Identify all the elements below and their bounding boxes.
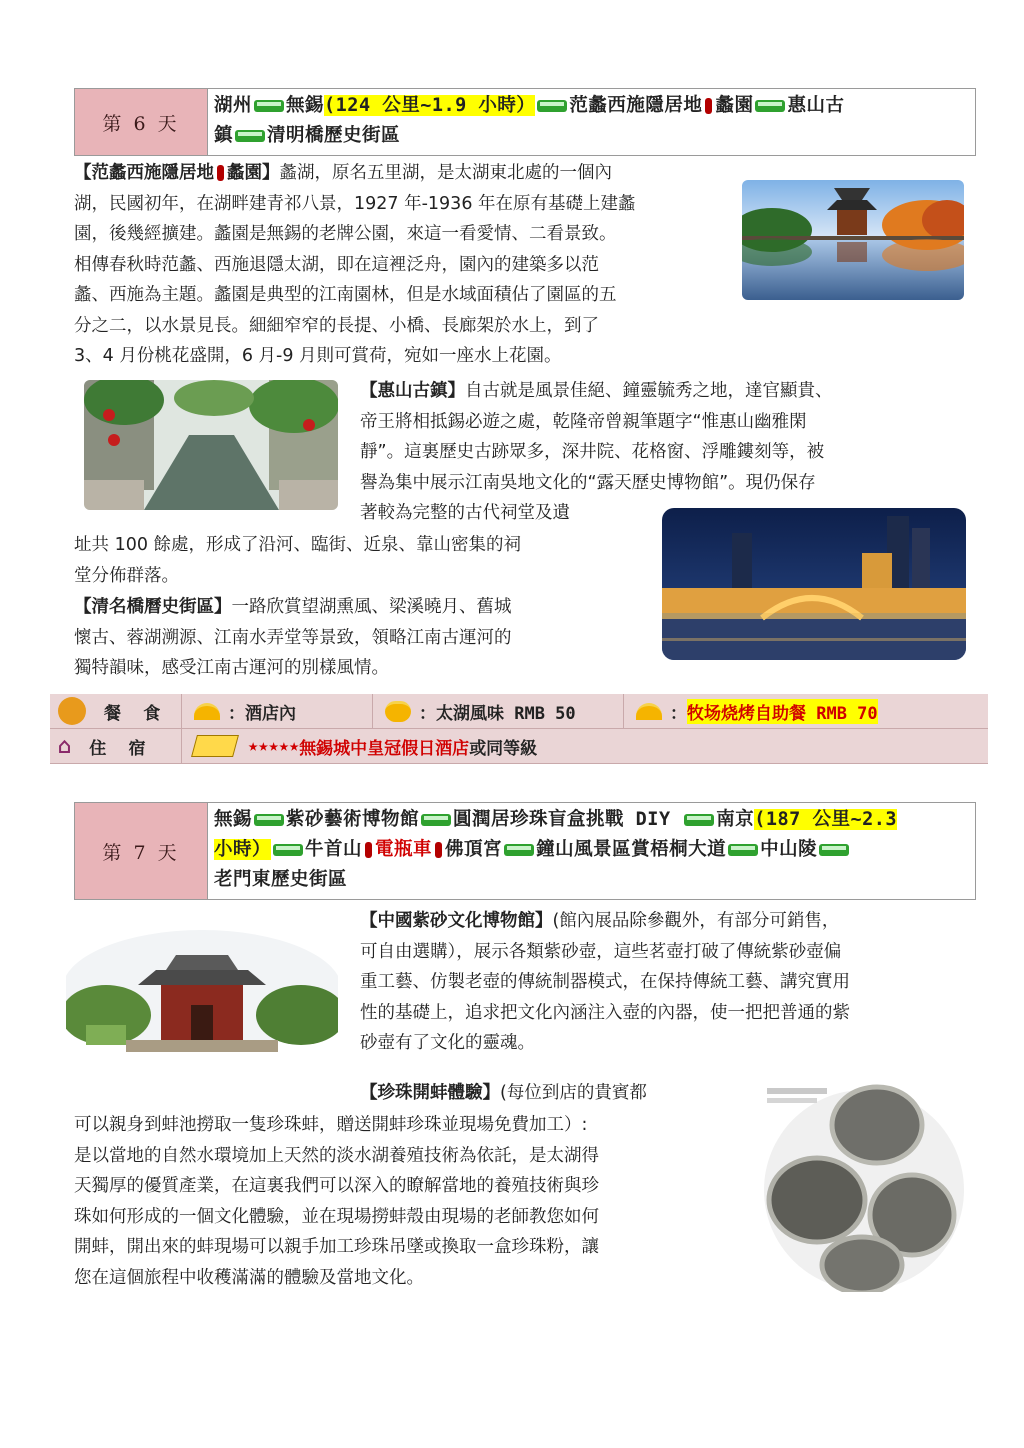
- night-canal-photo: [662, 508, 966, 660]
- text-line: 天獨厚的優質產業，在這裏我們可以深入的瞭解當地的養殖技術與珍: [74, 1176, 599, 1196]
- text-line: 蠡湖，原名五里湖，是太湖東北處的一個內: [279, 163, 612, 183]
- lunch-text: ：太湖風味 RMB 50: [419, 703, 576, 724]
- text-line: 性的基礎上，追求把文化內涵注入壺的內器，使一把把普通的紫: [360, 1002, 850, 1023]
- route-stop: 牛首山: [305, 839, 363, 860]
- text-line: 您在這個旅程中收穫滿滿的體驗及當地文化。: [74, 1267, 424, 1288]
- bus-icon: [235, 130, 265, 142]
- route-stop: 鎮: [214, 125, 234, 146]
- bus-icon: [537, 100, 567, 112]
- text-line: 址共 100 餘處，形成了沿河、臨街、近泉、靠山密集的祠: [74, 535, 522, 555]
- day6-paragraph-huishan: [360, 376, 970, 529]
- section-title: 【中國紫砂文化博物館】: [360, 911, 553, 931]
- route-distance: 小時）: [214, 839, 272, 860]
- hotel-suffix: 或同等級: [469, 738, 538, 759]
- text-line: 園，後幾經擴建。蠡園是無錫的老牌公園，來這一看愛情、二看景致。: [74, 224, 617, 244]
- sun-icon: [385, 701, 411, 722]
- walk-icon: [365, 842, 372, 858]
- route-stop: 蠡園: [715, 95, 754, 116]
- day7-paragraph-pearl: [74, 1110, 754, 1293]
- meals-label: 餐 食: [104, 703, 167, 724]
- home-icon: ⌂: [58, 733, 72, 759]
- text-line: 分之二，以水景見長。細細窄窄的長提、小橋、長廊架於水上，到了: [74, 315, 599, 336]
- hotel-icon: [191, 735, 239, 757]
- dinner-cell: [624, 694, 988, 728]
- text-line: 懷古、蓉湖溯源、江南水弄堂等景致，領略江南古運河的: [74, 627, 512, 648]
- text-line: 可以親身到蚌池撈取一隻珍珠蚌，贈送開蚌珍珠並現場免費加工）:: [74, 1115, 588, 1135]
- route-stop: 清明橋歷史街區: [267, 125, 401, 146]
- route-stop: 電瓶車: [375, 839, 433, 860]
- dinner-colon: ：: [670, 703, 687, 724]
- text-line: 是以當地的自然水環境加上天然的淡水湖養殖技術為依託，是太湖得: [74, 1145, 599, 1166]
- text-line: 一路欣賞望湖熏風、梁溪曉月、舊城: [231, 597, 512, 617]
- bus-icon: [504, 844, 534, 856]
- text-line: 自古就是風景佳絕、鐘靈毓秀之地，達官顯貴、: [465, 381, 833, 401]
- day6-paragraph-huishan-cont: [74, 530, 654, 591]
- route-stop: 無錫: [214, 809, 253, 830]
- route-distance: (124 公里~1.9 小時）: [324, 95, 536, 116]
- day6-route: [208, 89, 975, 155]
- breakfast-text: ：酒店內: [228, 703, 296, 724]
- bus-icon: [421, 814, 451, 826]
- lodging-label-cell: [50, 729, 182, 763]
- hotel-cell: [182, 729, 988, 763]
- text-line: (館內展品除參觀外，有部分可銷售，: [552, 911, 840, 931]
- sunrise-icon: [194, 703, 220, 720]
- bus-icon: [728, 844, 758, 856]
- bus-icon: [684, 814, 714, 826]
- walk-icon: [435, 842, 442, 858]
- text-line: 相傳春秋時范蠡、西施退隱太湖，即在這裡泛舟，園內的建築多以范: [74, 254, 599, 275]
- lodging-label: 住 宿: [89, 738, 152, 759]
- route-stop: 圓潤居珍珠盲盒挑戰 DIY: [453, 809, 671, 830]
- text-line: 3、4 月份桃花盛開，6 月-9 月則可賞荷，宛如一座水上花園。: [74, 346, 562, 366]
- text-line: 可自由選購），展示各類紫砂壺，這些茗壺打破了傳統紫砂壺偏: [360, 941, 842, 962]
- section-title: 【范蠡西施隱居地: [74, 163, 214, 183]
- text-line: 砂壺有了文化的靈魂。: [360, 1033, 535, 1053]
- bus-icon: [819, 844, 849, 856]
- bus-icon: [755, 100, 785, 112]
- text-line: 湖，民國初年，在湖畔建青祁八景，1927 年-1936 年在原有基礎上建蠡: [74, 193, 636, 214]
- text-line: 蠡、西施為主題。蠡園是典型的江南園林，但是水域面積佔了園區的五: [74, 285, 617, 305]
- bus-icon: [254, 100, 284, 112]
- route-stop: 范蠡西施隱居地: [569, 95, 703, 116]
- hotel-name: 無錫城中皇冠假日酒店: [299, 738, 470, 759]
- star-rating: ★★★★★: [248, 736, 300, 756]
- route-stop: 無錫: [286, 95, 325, 116]
- route-distance: (187 公里~2.3: [754, 809, 897, 830]
- pearl-oyster-photo: [762, 1080, 966, 1292]
- route-stop: 南京: [716, 809, 755, 830]
- canal-town-photo: [84, 380, 338, 510]
- walk-icon: [705, 98, 712, 114]
- breakfast-cell: [182, 694, 373, 728]
- text-line: 堂分佈群落。: [74, 565, 179, 586]
- section-title: 【珍珠開蚌體驗】: [360, 1083, 500, 1103]
- text-line: 珠如何形成的一個文化體驗，並在現場撈蚌殼由現場的老師教您如何: [74, 1206, 599, 1227]
- route-stop: 佛頂宮: [445, 839, 503, 860]
- day6-header: [74, 88, 976, 156]
- route-stop: 鐘山風景區賞梧桐大道: [536, 839, 727, 860]
- day6-paragraph-qingming: [74, 592, 654, 684]
- text-line: (每位到店的貴賓都: [500, 1083, 647, 1103]
- route-stop: 老門東歷史街區: [214, 869, 348, 890]
- route-stop: 惠山古: [787, 95, 845, 116]
- bus-icon: [254, 814, 284, 826]
- meal-icon: [58, 697, 86, 725]
- day6-paragraph-lihu: [74, 158, 744, 372]
- text-line: 開蚌，開出來的蚌現場可以親手加工珍珠吊墜或換取一盒珍珠粉，讓: [74, 1237, 599, 1257]
- lodging-row: [50, 729, 988, 764]
- dinner-text: 牧场烧烤自助餐 RMB 70: [687, 699, 878, 724]
- day6-label: 第 6 天: [75, 89, 208, 155]
- day7-header: [74, 802, 976, 900]
- text-line: 帝王將相抵錫必遊之處，乾隆帝曾親筆題字“惟惠山幽雅閑: [360, 411, 807, 432]
- day7-label: 第 7 天: [75, 803, 208, 899]
- text-line: 靜”。這裏歷史古跡眾多，深井院、花格窗、浮雕鏤刻等，被: [360, 442, 825, 462]
- text-line: 譽為集中展示江南吳地文化的“露天歷史博物館”。現仍保存: [360, 472, 816, 493]
- text-line: 重工藝、仿製老壺的傳統制器模式，在保持傳統工藝、講究實用: [360, 972, 850, 992]
- day7-paragraph-museum: [360, 906, 980, 1059]
- meals-label-cell: [50, 694, 182, 728]
- day7-route: [208, 803, 975, 899]
- text-line: 獨特韻味，感受江南古運河的別樣風情。: [74, 658, 389, 678]
- route-stop: 湖州: [214, 95, 253, 116]
- text-line: 著較為完整的古代祠堂及遺: [360, 503, 570, 523]
- museum-photo: [66, 920, 338, 1068]
- meals-row: [50, 694, 988, 729]
- day7-paragraph-pearl-title: [360, 1078, 760, 1109]
- section-title: 【惠山古鎮】: [360, 381, 465, 401]
- section-title: 【清名橋曆史街區】: [74, 597, 232, 617]
- bus-icon: [273, 844, 303, 856]
- route-stop: 紫砂藝術博物館: [286, 809, 420, 830]
- route-stop: 中山陵: [760, 839, 818, 860]
- lunch-cell: [373, 694, 624, 728]
- section-title: 蠡園】: [227, 163, 280, 183]
- walk-icon: [217, 165, 224, 181]
- lake-pavilion-photo: [742, 180, 964, 300]
- sunset-icon: [636, 703, 662, 720]
